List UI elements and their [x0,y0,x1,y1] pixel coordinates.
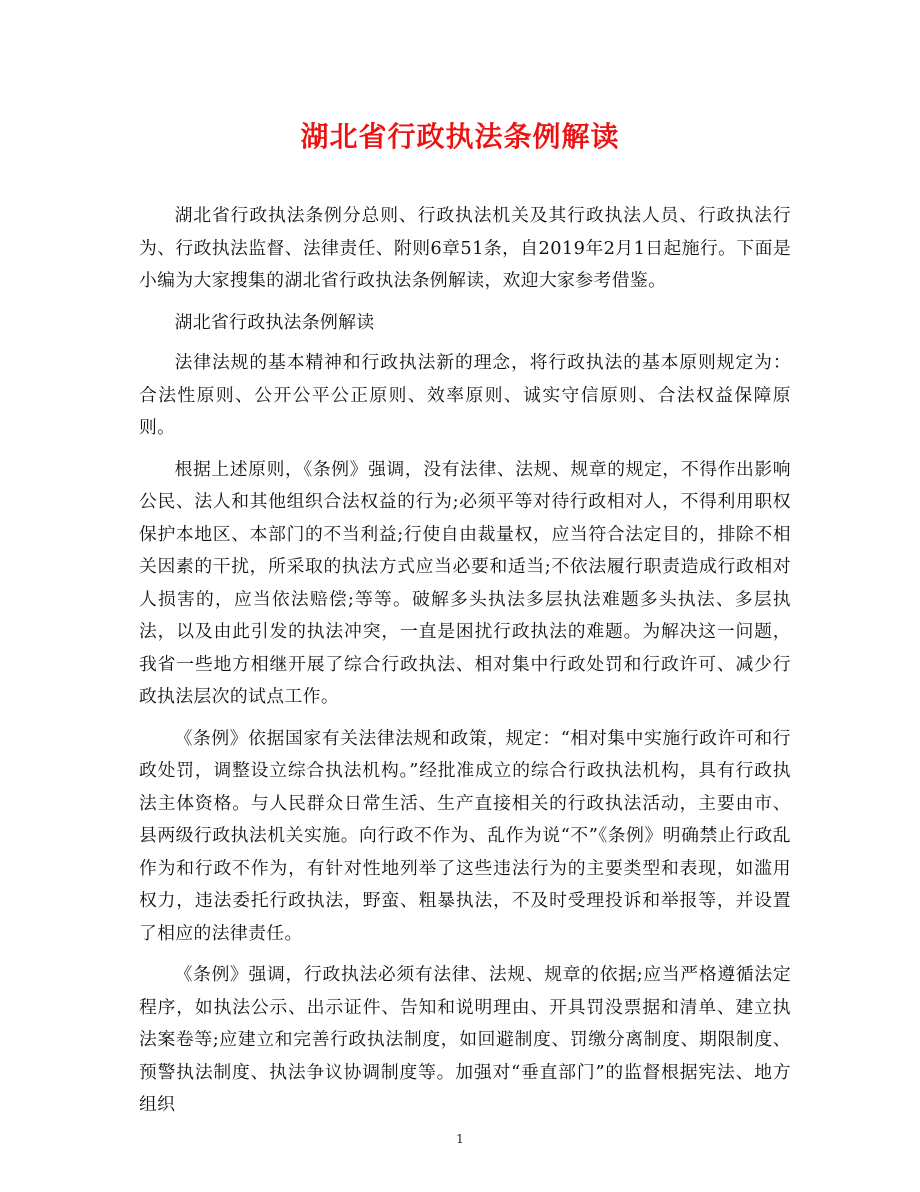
paragraph-comprehensive-enforcement: 《条例》依据国家有关法律法规和政策，规定：“相对集中实施行政许可和行政处罚，调整设立综合执法机构。”经批准成立的综合行政执法机构，具有行政执法主体资格。与人民群众日常生活、生产直接相关的行政执法活动，主要由市、县两级行政执法机关实施。向行政不作为、乱作为说“不”《条例》明确禁止行政乱作为和行政不作为，有针对性地列举了这些违法行为的主要类型和表现，如滥用权力，违法委托行政执法，野蛮、粗暴执法，不及时受理投诉和举报等，并设置了相应的法律责任。 [139,727,791,944]
document-title: 湖北省行政执法条例解读 [300,120,620,153]
page-number: 1 [456,1132,464,1146]
paragraph-principles: 法律法规的基本精神和行政执法新的理念，将行政执法的基本原则规定为：合法性原则、公开公平公正原则、效率原则、诚实守信原则、合法权益保障原则。 [139,352,791,438]
paragraph-regulation-emphasis: 根据上述原则，《条例》强调，没有法律、法规、规章的规定，不得作出影响公民、法人和其他组织合法权益的行为;必须平等对待行政相对人，不得利用职权保护本地区、本部门的不当利益;行使自由裁量权，应当符合法定目的，排除不相关因素的干扰，所采取的执法方式应当必要和适当;不依法履行职责造成行政相对人损害的，应当依法赔偿;等等。破解多头执法多层执法难题多头执法、多层执法，以及由此引发的执法冲突，一直是困扰行政执法的难题。为解决这一问题，我省一些地方相继开展了综合行政执法、相对集中行政处罚和行政许可、减少行政执法层次的试点工作。 [139,458,791,707]
paragraph-intro: 湖北省行政执法条例分总则、行政执法机关及其行政执法人员、行政执法行为、行政执法监督、法律责任、附则6章51条，自2019年2月1日起施行。下面是小编为大家搜集的湖北省行政执法条例解读，欢迎大家参考借鉴。 [139,205,791,291]
document-body [139,200,791,1131]
paragraph-procedures: 《条例》强调，行政执法必须有法律、法规、规章的依据;应当严格遵循法定程序，如执法公示、出示证件、告知和说明理由、开具罚没票据和清单、建立执法案卷等;应建立和完善行政执法制度，如回避制度、罚缴分离制度、期限制度、预警执法制度、执法争议协调制度等。加强对“垂直部门”的监督根据宪法、地方组织 [139,964,791,1115]
paragraph-subheading: 湖北省行政执法条例解读 [174,311,375,333]
